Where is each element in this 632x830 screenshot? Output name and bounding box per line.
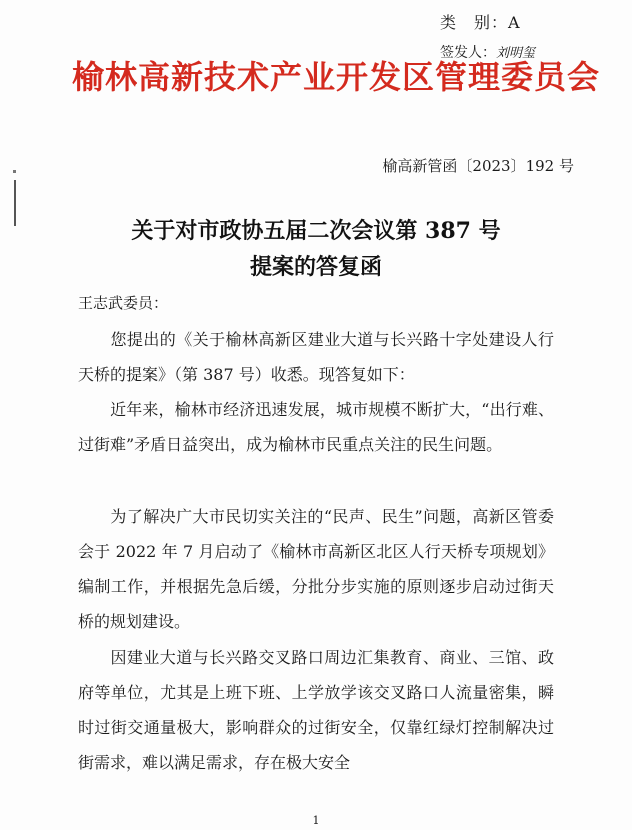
- paragraph-text: 您提出的《关于榆林高新区建业大道与长兴路十字处建设人行天桥的提案》（第 387 号）收悉。现答复如下：: [78, 330, 554, 384]
- paragraph: [78, 499, 554, 639]
- paragraph: [78, 640, 554, 780]
- paragraph-text: 因建业大道与长兴路交叉路口周边汇集教育、商业、三馆、政府等单位，尤其是上班下班、上学放学该交叉路口人流量密集，瞬时过街交通量极大，影响群众的过街安全，仅靠红绿灯控制解决过街需求，难以满足需求，存在极大安全: [78, 648, 554, 772]
- signer-signature: 刘明玺: [496, 46, 536, 61]
- document-title-line1: 关于对市政协五届二次会议第 387 号: [131, 218, 501, 244]
- document-title-line2: 提案的答复函: [249, 254, 382, 280]
- signer-label: 签发人：: [440, 45, 496, 61]
- category-label: 类 别：A: [440, 13, 521, 32]
- paragraph-text: 近年来，榆林市经济迅速发展，城市规模不断扩大，“出行难、过街难”矛盾日益突出，成为榆林市民重点关注的民生问题。: [78, 400, 554, 454]
- paragraph: [78, 392, 554, 462]
- paragraph-text: 为了解决广大市民切实关注的“民声、民生”问题，高新区管委会于 2022 年 7 月启动了《榆林市高新区北区人行天桥专项规划》编制工作，并根据先急后缓，分批分步实施的原则逐步启动过街天桥的规划建设。: [78, 507, 554, 631]
- organization-header: 榆林高新技术产业开发区管理委员会: [72, 58, 601, 96]
- paragraph: [78, 322, 554, 392]
- margin-dot: [13, 170, 16, 173]
- salutation: 王志武委员：: [78, 294, 169, 312]
- document-number: 榆高新管函〔2023〕192 号: [382, 157, 574, 175]
- page-number: 1: [312, 814, 320, 827]
